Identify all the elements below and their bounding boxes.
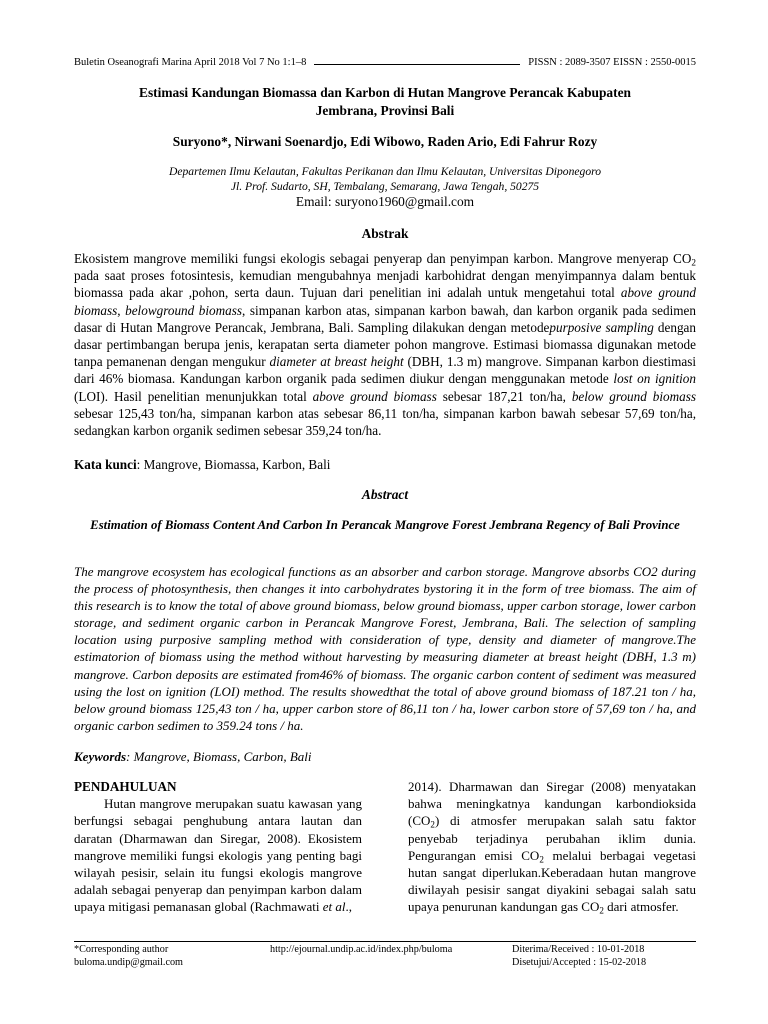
journal-citation: Buletin Oseanografi Marina April 2018 Vol 7 No 1:1–8 — [74, 57, 307, 68]
kata-kunci: Kata kunci: Mangrove, Biomassa, Karbon, Bali — [74, 457, 331, 472]
abstrak-heading: Abstrak — [361, 226, 409, 241]
abstract-body: The mangrove ecosystem has ecological functions as an absorber and carbon storage. Mangrove absorbs CO2 during the process of photosynthesis, then changes it into carbohydrates bystoring it in the form of tree biomass. The aim of this research is to know the total of above ground biomass, below ground biomass, upper carbon storage, lower carbon storage, and sediment organic carbon in Perancak Mangrove Forest, Jembrana, Bali. The selection of sampling location using purposive sampling method with consideration of type, density and diameter of mangrove.The estimatorion of biomass using the method without harvesting by measuring diameter at breast height (DBH, 1.3 m) mangrove. Carbon deposits are estimated from46% of biomass. The organic carbon content of sediment was measured using the lost on ignition (LOI) method. The results showedthat the total of above ground biomass of 187.21 ton / ha, below ground biomass 125,43 ton / ha, upper carbon store of 86,11 ton / ha, lower carbon store of 57,69 ton / ha, and organic carbon sedimen to 359.24 tons / ha. — [74, 564, 696, 733]
keywords: Keywords: Mangrove, Biomass, Carbon, Bali — [74, 749, 312, 764]
running-header — [74, 54, 696, 68]
journal-url[interactable]: http://ejournal.undip.ac.id/index.php/buloma — [270, 944, 453, 955]
footer-rule — [74, 941, 696, 942]
intro-right-column — [408, 778, 696, 916]
author-list: Suryono*, Nirwani Soenardjo, Edi Wibowo, Raden Ario, Edi Fahrur Rozy — [172, 134, 598, 149]
submission-dates: Diterima/Received : 10-01-2018 Disetujui/Accepted : 15-02-2018 — [512, 944, 647, 968]
intro-left-column — [74, 778, 362, 916]
abstract-heading: Abstract — [361, 487, 409, 502]
issn-info: PISSN : 2089-3507 EISSN : 2550-0015 — [528, 57, 696, 68]
header-rule — [314, 64, 520, 65]
corresponding-author: *Corresponding author buloma.undip@gmail.com — [74, 944, 183, 968]
paper-title: Estimasi Kandungan Biomassa dan Karbon di Hutan Mangrove Perancak Kabupaten Jembrana, Provinsi Bali — [139, 85, 631, 118]
english-title: Estimation of Biomass Content And Carbon In Perancak Mangrove Forest Jembrana Regency of Bali Province — [90, 518, 680, 532]
affiliation: Departemen Ilmu Kelautan, Fakultas Perikanan dan Ilmu Kelautan, Universitas Diponegoro Jl. Prof. Sudarto, SH, Tembalang, Semarang, Jawa Tengah, 50275 — [168, 165, 602, 193]
author-email: Email: suryono1960@gmail.com — [295, 194, 475, 209]
intro-paragraph-continued: 2014). Dharmawan dan Siregar (2008) menyatakan bahwa meningkatnya kandungan karbondioksida $(CO_2)$ di atmosfer merupakan salah satu faktor penyebab terjadinya perubahan iklim dunia. Pengurangan emisi $CO_2$ melalui berbagai vegetasi hutan sangat diperlukan.Keberadaan hutan mangrove diwilayah pesisir sangat diyakini sebagai salah satu upaya penurunan kandungan gas $CO_2$ dari atmosfer. — [408, 779, 696, 916]
abstrak-body: Ekosistem mangrove memiliki fungsi ekologis sebagai penyerap dan penyimpan karbon. Mangrove menyerap $CO_2$ pada saat proses fotosintesis, kemudian mengubahnya menjadi karbohidrat dengan menyimpannya dalam bentuk biomassa pada akar ,pohon, serta daun. Tujuan dari penelitian ini adalah untuk mengetahui total above ground biomass, belowground biomass, simpanan karbon atas, simpanan karbon bawah, dan karbon organik pada sedimen dasar di Hutan Mangrove Perancak, Jembrana, Bali. Sampling dilakukan dengan metodepurposive sampling dengan dasar pertimbangan berupa jenis, kerapatan serta diameter pohon mangrove. Estimasi biomassa digunakan metode tanpa pemanenan dengan mengukur diameter at breast height (DBH, 1.3 m) mangrove. Simpanan karbon diestimasi dari 46% biomasa. Kandungan karbon organik pada sedimen diukur dengan menggunakan metode lost on ignition (LOI). Hasil penelitian menunjukkan total above ground biomass sebesar 187,21 ton/ha, below ground biomass sebesar 125,43 ton/ha, simpanan karbon atas sebesar 86,11 ton/ha, simpanan karbon bawah sebesar 57,69 ton/ha, sedangkan karbon organik sedimen sebesar 359,24 ton/ha. — [74, 251, 697, 439]
intro-paragraph: Hutan mangrove merupakan suatu kawasan yang berfungsi sebagai penghubung antara lautan dan daratan (Dharmawan dan Siregar, 2008). Ekosistem mangrove memiliki fungsi ekologis yang penting bagi wilayah pesisir, selain itu fungsi ekologis mangrove adalah sebagai penyerap dan penyimpan karbon dalam upaya mitigasi pemanasan global (Rachmawati et al., — [74, 796, 362, 915]
paper-page — [74, 0, 696, 1024]
section-heading: PENDAHULUAN — [74, 779, 177, 794]
